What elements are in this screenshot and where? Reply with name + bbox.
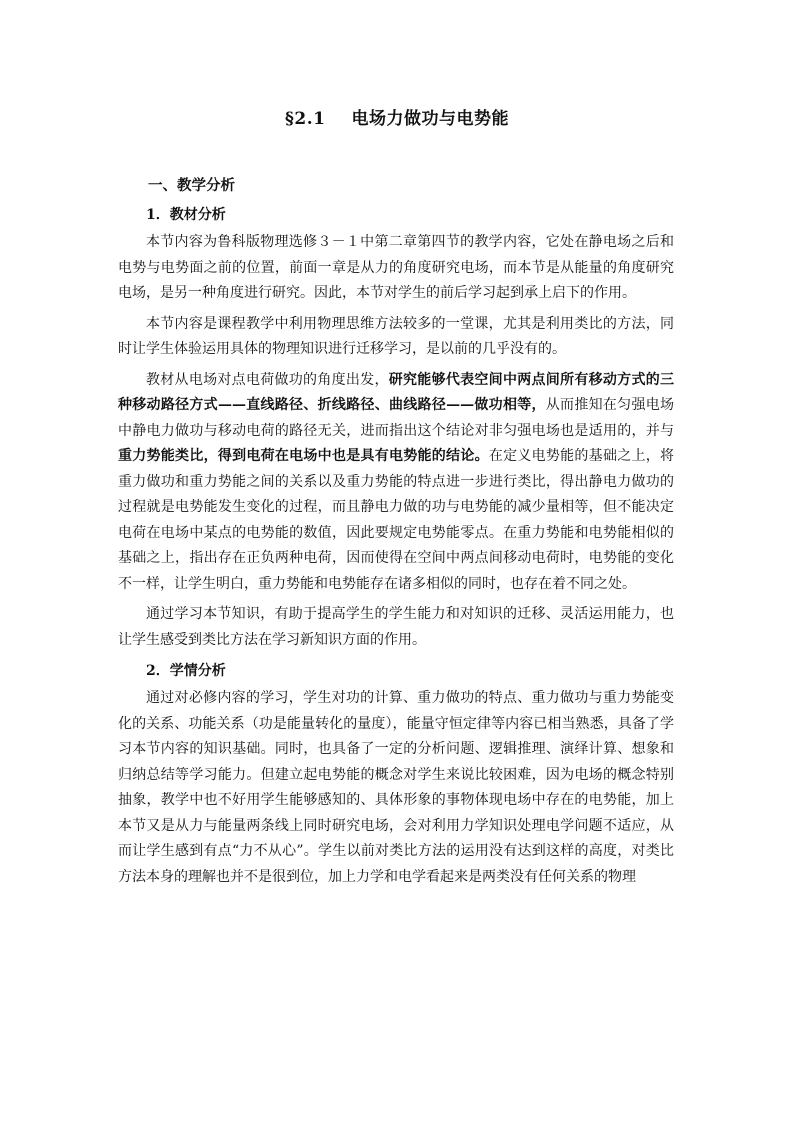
- document-body: [118, 172, 674, 895]
- paragraph-textbook-1: 本节内容为鲁科版物理选修３－１中第二章第四节的教学内容，它处在静电场之后和电势与电势面之前的位置，前面一章是从力的角度研究电场，而本节是从能量的角度研究电场，是另一种角度进行研究。因此，本节对学生的前后学习起到承上启下的作用。: [118, 234, 674, 301]
- text-run: 从而推知在匀强电场中静电力做功与移动电荷的路径无关，进而指出这个结论对非匀强电场也是适用的，并与: [118, 397, 675, 439]
- heading-teaching-analysis: 一、教学分析: [148, 177, 235, 194]
- bold-text-run: 研究能够代表空间中两点间所有移动方式的三种移动路径方式——直线路径、折线路径、曲线路径——做功相等，: [118, 371, 675, 413]
- paragraph-textbook-3: [118, 368, 674, 598]
- paragraph-textbook-2: 本节内容是课程教学中利用物理思维方法较多的一堂课，尤其是利用类比的方法，同时让学生体验运用具体的物理知识进行迁移学习，是以前的几乎没有的。: [118, 315, 674, 357]
- title-text: 电场力做功与电势能: [351, 109, 509, 129]
- paragraph-student-1: 通过对必修内容的学习，学生对功的计算、重力做功的特点、重力做功与重力势能变化的关系、功能关系（功是能量转化的量度），能量守恒定律等内容已相当熟悉，具备了学习本节内容的知识基础。同时，也具备了一定的分析问题、逻辑推理、演绎计算、想象和归纳总结等学习能力。但建立起电势能的概念对学生来说比较困难，因为电场的概念特别抽象，教学中也不好用学生能够感知的、具体形象的事物体现电场中存在的电势能，加上本节又是从力与能量两条线上同时研究电场，会对利用力学知识处理电学问题不适应，从而让学生感到有点“力不从心”。学生以前对类比方法的运用没有达到这样的高度，对类比方法本身的理解也并不是很到位，加上力学和电学看起来是两类没有任何关系的物理: [118, 690, 674, 885]
- page-title: [0, 104, 794, 129]
- text-run: 在定义电势能的基础之上，将重力做功和重力势能之间的关系以及重力势能的特点进一步进行类比，得出静电力做功的过程就是电势能发生变化的过程，而且静电力做的功与电势能的减少量相等，但不能决定电荷在电场中某点的电势能的数值，因此要规定电势能零点。在重力势能和电势能相似的基础之上，指出存在正负两种电荷，因而使得在空间中两点间移动电荷时，电势能的变化不一样，让学生明白，重力势能和电势能存在诸多相似的同时，也存在着不同之处。: [118, 448, 675, 592]
- bold-text-run: 重力势能类比，得到电荷在电场中也是具有电势能的结论。: [118, 448, 489, 464]
- section-number: §2.1: [285, 109, 326, 129]
- text-run: 教材从电场对点电荷做功的角度出发，: [146, 371, 389, 388]
- heading-student-analysis: 2．学情分析: [146, 663, 226, 679]
- paragraph-textbook-4: 通过学习本节知识，有助于提高学生的学生能力和对知识的迁移、灵活运用能力，也让学生感受到类比方法在学习新知识方面的作用。: [118, 606, 674, 648]
- heading-textbook-analysis: 1．教材分析: [146, 207, 226, 223]
